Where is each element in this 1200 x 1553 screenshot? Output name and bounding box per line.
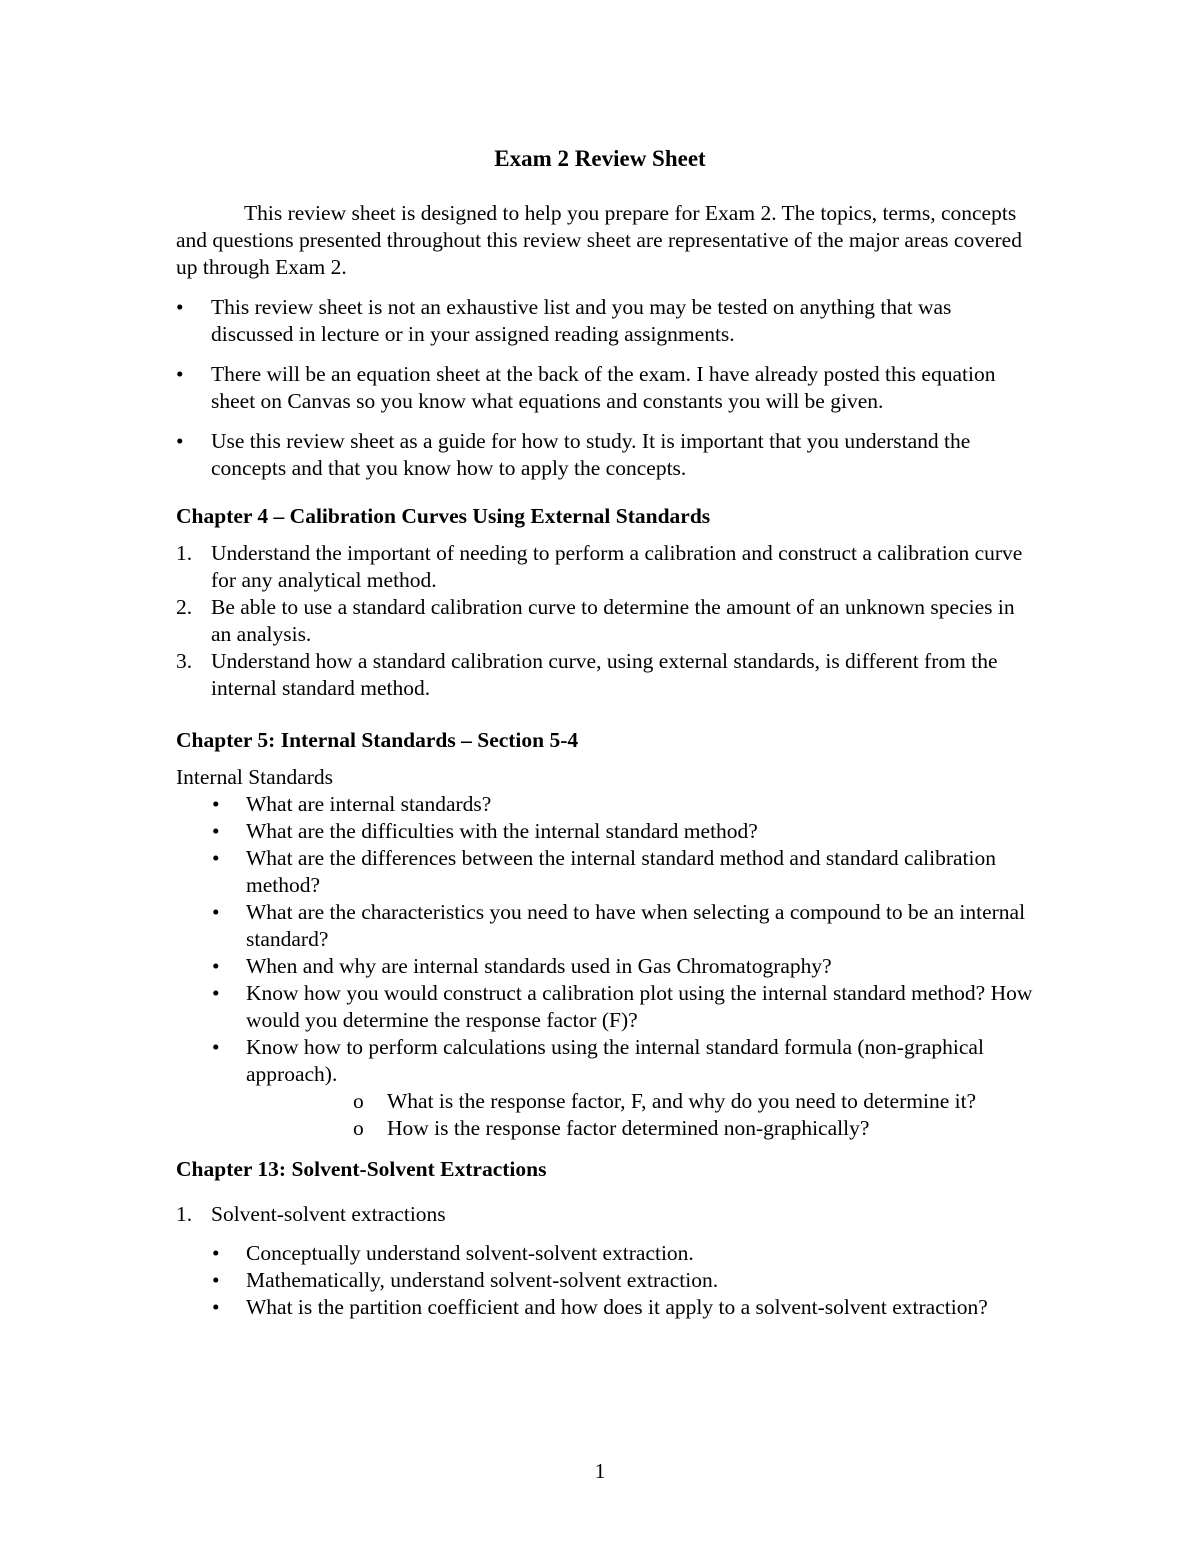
- list-item: [246, 1088, 1036, 1115]
- list-text: Solvent-solvent extractions: [211, 1202, 446, 1226]
- bullet-icon: •: [176, 362, 184, 386]
- bullet-text: Use this review sheet as a guide for how to study. It is important that you understand the concepts and that you know how to apply the concepts.: [211, 429, 971, 480]
- bullet-text: What are the difficulties with the internal standard method?: [246, 819, 758, 843]
- list-number: 1.: [176, 1202, 193, 1226]
- bullet-text: Mathematically, understand solvent-solvent extraction.: [246, 1268, 719, 1292]
- sub-bullet-text: What is the response factor, F, and why do you need to determine it?: [387, 1089, 977, 1113]
- list-item: [246, 1115, 1036, 1142]
- list-item: [176, 953, 1036, 980]
- bullet-text: What are the characteristics you need to have when selecting a compound to be an internal standard?: [246, 900, 1026, 951]
- list-item: [176, 1240, 1036, 1267]
- page-number: 1: [594, 1459, 606, 1483]
- list-item: [176, 899, 1036, 953]
- bullet-icon: •: [176, 429, 184, 453]
- bullet-text: Know how to perform calculations using the internal standard formula (non-graphical approach).: [246, 1035, 984, 1086]
- sub-bullet-text: How is the response factor determined non-graphically?: [387, 1116, 870, 1140]
- bullet-text: What are the differences between the internal standard method and standard calibration method?: [246, 846, 996, 897]
- bullet-text: There will be an equation sheet at the back of the exam. I have already posted this equation sheet on Canvas so you know what equations and constants you will be given.: [211, 362, 996, 413]
- bullet-icon: •: [212, 954, 220, 978]
- list-item: [176, 845, 1036, 899]
- bullet-text: What is the partition coefficient and how does it apply to a solvent-solvent extraction?: [246, 1295, 988, 1319]
- bullet-icon: •: [212, 819, 220, 843]
- list-number: 3.: [176, 649, 193, 673]
- bullet-icon: •: [176, 295, 184, 319]
- bullet-text: Conceptually understand solvent-solvent extraction.: [246, 1241, 694, 1265]
- list-item: [176, 1034, 1036, 1142]
- list-item: [176, 980, 1036, 1034]
- list-text: Be able to use a standard calibration curve to determine the amount of an unknown species in an analysis.: [211, 595, 1015, 646]
- chapter5-bullet-list: [176, 791, 1036, 1142]
- bullet-icon: •: [212, 1295, 220, 1319]
- list-item: [176, 1201, 1036, 1228]
- document-body: [176, 200, 1036, 1321]
- bullet-icon: •: [212, 1035, 220, 1059]
- sub-bullet-icon: o: [353, 1089, 364, 1113]
- list-item: [176, 1294, 1036, 1321]
- list-item: [176, 648, 1036, 702]
- list-item: [176, 540, 1036, 594]
- bullet-icon: •: [212, 846, 220, 870]
- list-item: [176, 428, 1036, 482]
- bullet-icon: •: [212, 792, 220, 816]
- bullet-icon: •: [212, 900, 220, 924]
- chapter4-heading: Chapter 4 – Calibration Curves Using External Standards: [176, 504, 711, 528]
- chapter13-bullet-list: [176, 1240, 1036, 1321]
- chapter5-sub-list: [246, 1088, 1036, 1142]
- bullet-text: Know how you would construct a calibration plot using the internal standard method? How would you determine the response factor (F)?: [246, 981, 1033, 1032]
- list-item: [176, 594, 1036, 648]
- page-title: Exam 2 Review Sheet: [494, 146, 706, 171]
- bullet-icon: •: [212, 1268, 220, 1292]
- list-item: [176, 361, 1036, 415]
- chapter5-heading: Chapter 5: Internal Standards – Section 5-4: [176, 728, 579, 752]
- list-item: [176, 791, 1036, 818]
- list-number: 2.: [176, 595, 193, 619]
- intro-bullet-list: [176, 294, 1036, 482]
- chapter13-list: [176, 1201, 1036, 1228]
- sub-bullet-icon: o: [353, 1116, 364, 1140]
- intro-paragraph: This review sheet is designed to help you prepare for Exam 2. The topics, terms, concepts and questions presented throughout this review sheet are representative of the major areas covered up through Exam 2.: [176, 201, 1022, 279]
- list-item: [176, 818, 1036, 845]
- bullet-text: This review sheet is not an exhaustive list and you may be tested on anything that was discussed in lecture or in your assigned reading assignments.: [211, 295, 952, 346]
- list-item: [176, 1267, 1036, 1294]
- chapter5-subheading: Internal Standards: [176, 765, 334, 789]
- list-item: [176, 294, 1036, 348]
- list-text: Understand how a standard calibration curve, using external standards, is different from the internal standard method.: [211, 649, 998, 700]
- bullet-text: When and why are internal standards used in Gas Chromatography?: [246, 954, 832, 978]
- bullet-icon: •: [212, 1241, 220, 1265]
- chapter4-list: [176, 540, 1036, 702]
- bullet-text: What are internal standards?: [246, 792, 492, 816]
- chapter13-heading: Chapter 13: Solvent-Solvent Extractions: [176, 1157, 547, 1181]
- list-number: 1.: [176, 541, 193, 565]
- bullet-icon: •: [212, 981, 220, 1005]
- list-text: Understand the important of needing to perform a calibration and construct a calibration curve for any analytical method.: [211, 541, 1023, 592]
